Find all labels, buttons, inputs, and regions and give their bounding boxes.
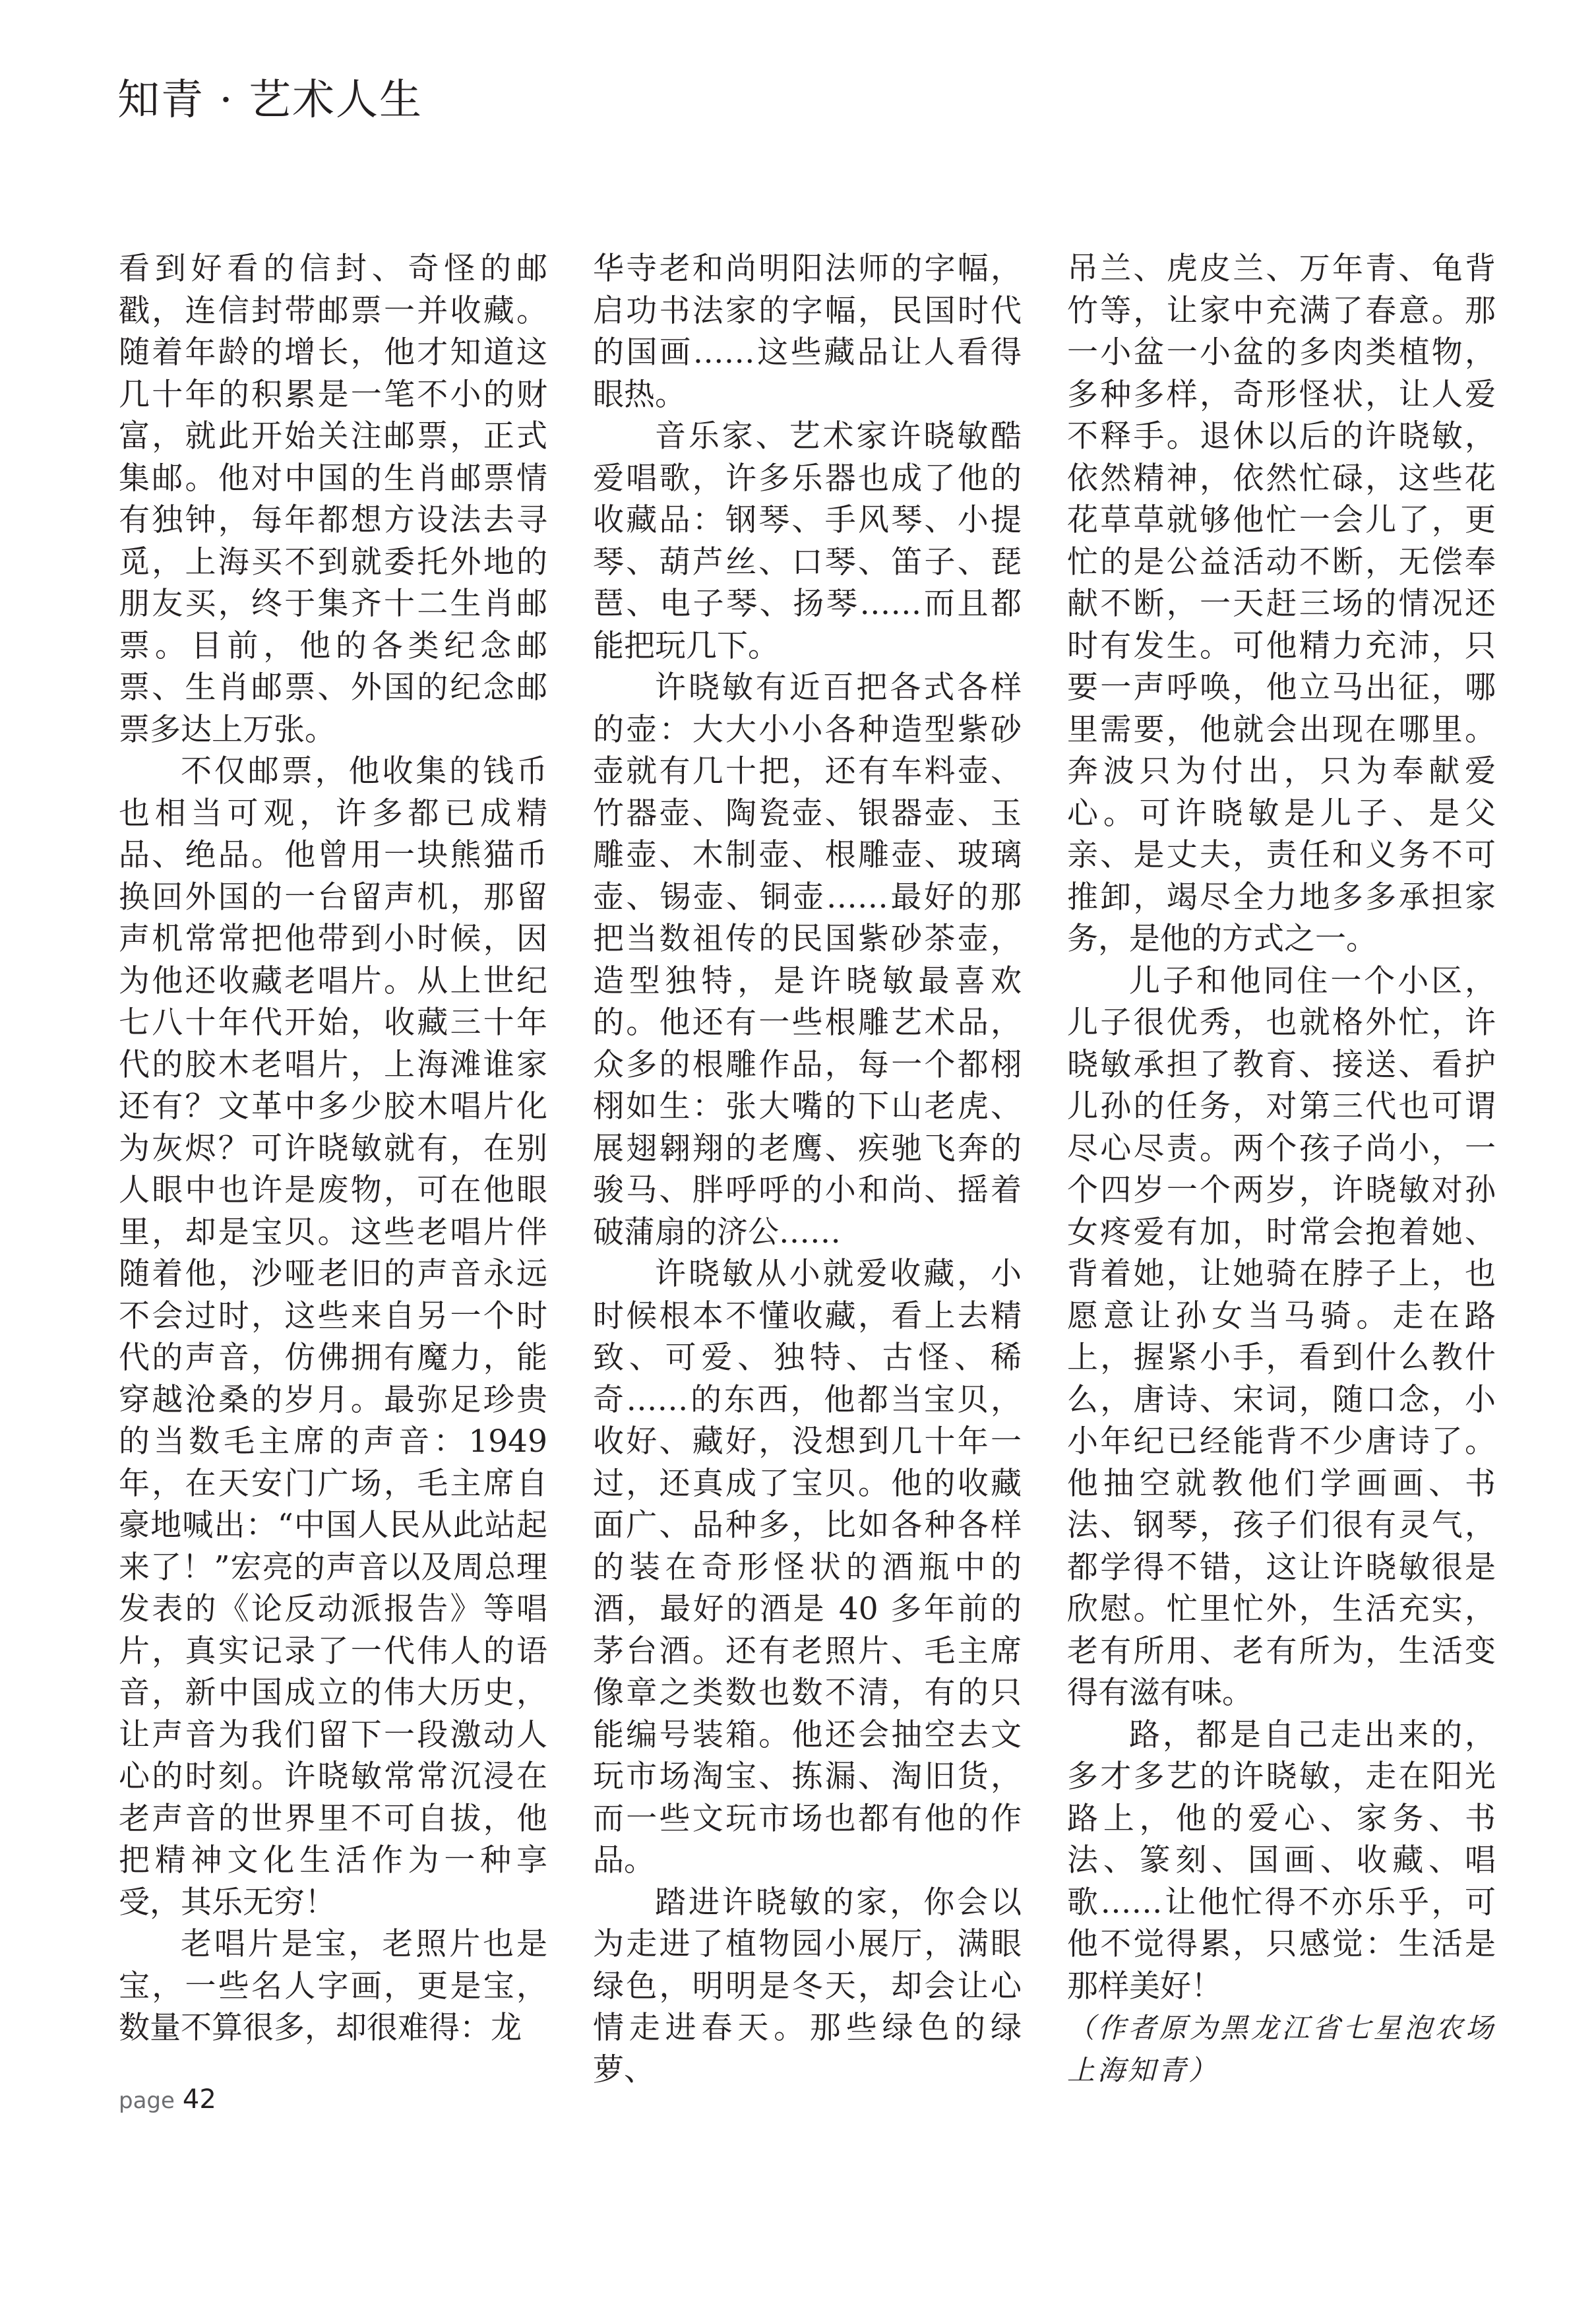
paragraph: 老唱片是宝，老照片也是宝，一些名人字画，更是宝，数量不算很多，却很难得：龙	[119, 1926, 547, 2046]
paragraph: 吊兰、虎皮兰、万年青、龟背竹等，让家中充满了春意。那一小盆一小盆的多肉类植物，多种多样，奇形怪状，让人爱不释手。退休以后的许晓敏，依然精神，依然忙碌，这些花花草草就够他忙一会儿了，更忙的是公益活动不断，无偿奉献不断，一天赶三场的情况还时有发生。可他精力充沛，只要一声呼唤，他立马出征，哪里需要，他就会出现在哪里。奔波只为付出，只为奉献爱心。可许晓敏是儿子、是父亲、是丈夫，责任和义务不可推卸，竭尽全力地多多承担家务，是他的方式之一。	[1067, 251, 1496, 957]
article-column-2	[593, 248, 1022, 2091]
paragraph: 看到好看的信封、奇怪的邮戳，连信封带邮票一并收藏。随着年龄的增长，他才知道这几十年的积累是一笔不小的财富，就此开始关注邮票，正式集邮。他对中国的生肖邮票情有独钟，每年都想方设法去寻觅，上海买不到就委托外地的朋友买，终于集齐十二生肖邮票。目前，他的各类纪念邮票、生肖邮票、外国的纪念邮票多达上万张。	[119, 251, 547, 748]
paragraph: 许晓敏从小就爱收藏，小时候根本不懂收藏，看上去精致、可爱、独特、古怪、稀奇……的东西，他都当宝贝，收好、藏好，没想到几十年一过，还真成了宝贝。他的收藏面广、品种多，比如各种各样的装在奇形怪状的酒瓶中的酒，最好的酒是 40 多年前的茅台酒。还有老照片、毛主席像章之类数也数不清，有的只能编号装箱。他还会抽空去文玩市场淘宝、拣漏、淘旧货，而一些文玩市场也都有他的作品。	[593, 1256, 1022, 1879]
section-title: 知青 · 艺术人生	[117, 76, 423, 125]
paragraph: 许晓敏有近百把各式各样的壶：大大小小各种造型紫砂壶就有几十把，还有车料壶、竹器壶、陶瓷壶、银器壶、玉雕壶、木制壶、根雕壶、玻璃壶、锡壶、铜壶……最好的那把当数祖传的民国紫砂茶壶，造型独特，是许晓敏最喜欢的。他还有一些根雕艺术品，众多的根雕作品，每一个都栩栩如生：张大嘴的下山老虎、展翅翱翔的老鹰、疾驰飞奔的骏马、胖呼呼的小和尚、摇着破蒲扇的济公……	[593, 669, 1022, 1251]
author-note: （作者原为黑龙江省七星泡农场上海知青）	[1067, 2012, 1496, 2086]
paragraph: 路，都是自己走出来的，多才多艺的许晓敏，走在阳光路上，他的爱心、家务、书法、篆刻、国画、收藏、唱歌……让他忙得不亦乐乎，可他不觉得累，只感觉：生活是那样美好！	[1067, 1716, 1496, 2004]
paragraph: 不仅邮票，他收集的钱币也相当可观，许多都已成精品、绝品。他曾用一块熊猫币换回外国的一台留声机，那留声机常常把他带到小时候，因为他还收藏老唱片。从上世纪七八十年代开始，收藏三十年代的胶木老唱片，上海滩谁家还有？文革中多少胶木唱片化为灰烬？可许晓敏就有，在别人眼中也许是废物，可在他眼里，却是宝贝。这些老唱片伴随着他，沙哑老旧的声音永远不会过时，这些来自另一个时代的声音，仿佛拥有魔力，能穿越沧桑的岁月。最弥足珍贵的当数毛主席的声音：1949 年，在天安门广场，毛主席自豪地喊出：“中国人民从此站起来了！”宏亮的声音以及周总理发表的《论反动派报告》等唱片，真实记录了一代伟人的语音，新中国成立的伟大历史，让声音为我们留下一段激动人心的时刻。许晓敏常常沉浸在老声音的世界里不可自拔，他把精神文化生活作为一种享受，其乐无穷！	[119, 753, 547, 1921]
article-column-1	[119, 248, 547, 2049]
paragraph: 音乐家、艺术家许晓敏酷爱唱歌，许多乐器也成了他的收藏品：钢琴、手风琴、小提琴、葫芦丝、口琴、笛子、琵琶、电子琴、扬琴……而且都能把玩几下。	[593, 418, 1022, 664]
paragraph: 华寺老和尚明阳法师的字幅，启功书法家的字幅，民国时代的国画……这些藏品让人看得眼热。	[593, 251, 1022, 413]
paragraph: 儿子和他同住一个小区，儿子很优秀，也就格外忙，许晓敏承担了教育、接送、看护儿孙的任务，对第三代也可谓尽心尽责。两个孩子尚小，一个四岁一个两岁，许晓敏对孙女疼爱有加，时常会抱着她、背着她，让她骑在脖子上，也愿意让孙女当马骑。走在路上，握紧小手，看到什么教什么，唐诗、宋词，随口念，小小年纪已经能背不少唐诗了。他抽空就教他们学画画、书法、钢琴，孩子们很有灵气，都学得不错，这让许晓敏很是欣慰。忙里忙外，生活充实，老有所用、老有所为，生活变得有滋有味。	[1067, 962, 1496, 1711]
page-number: 42	[182, 2084, 216, 2115]
article-column-3	[1067, 248, 1496, 2091]
page-label: page	[119, 2088, 175, 2114]
page-footer	[119, 2084, 216, 2115]
paragraph: 踏进许晓敏的家，你会以为走进了植物园小展厅，满眼绿色，明明是冬天，却会让心情走进春天。那些绿色的绿萝、	[593, 1884, 1022, 2088]
